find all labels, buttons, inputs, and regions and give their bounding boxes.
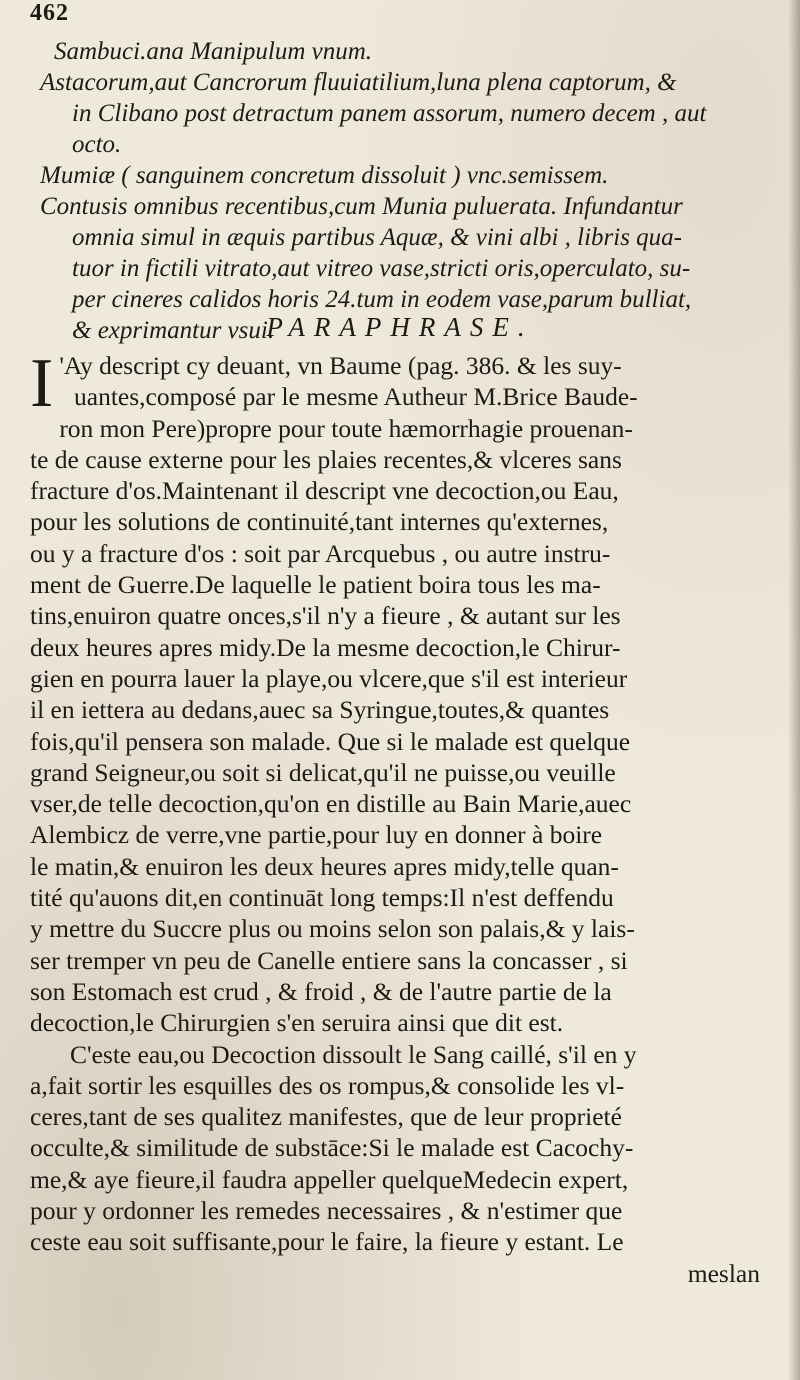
french-line: son Estomach est crud , & froid , & de l'autre partie de la [30,976,612,1006]
latin-line: tuor in fictili vitrato,aut vitreo vase,stricti oris,operculato, su- [72,255,691,282]
french-line: occulte,& similitude de substāce:Si le malade est Cacochy- [30,1133,634,1163]
latin-line: omnia simul in æquis partibus Aquæ, & vini albi , libris qua- [72,224,683,251]
latin-line: Astacorum,aut Cancrorum fluuiatilium,luna plena captorum, & [40,69,677,96]
french-line: ment de Guerre.De laquelle le patient boira tous les ma- [30,570,601,600]
french-line: grand Seigneur,ou soit si delicat,qu'il ne puisse,ou veuille [30,757,616,787]
french-line: le matin,& enuiron les deux heures apres midy,telle quan- [30,851,619,881]
french-line: me,& aye fieure,il faudra appeller quelqueMedecin expert, [30,1164,629,1194]
french-text-block [30,345,778,1289]
french-line: 'Ay descript cy deuant, vn Baume (pag. 386. & les suy- [59,351,622,380]
latin-line: Sambuci.ana Manipulum vnum. [54,38,373,65]
latin-line: & exprimantur vsui. [72,317,275,344]
french-line: tins,enuiron quatre onces,s'il n'y a fieure , & autant sur les [30,601,621,631]
french-line: gien en pourra lauer la playe,ou vlcere,que s'il est interieur [30,663,628,693]
french-line: ceres,tant de ses qualitez manifestes, que de leur proprieté [30,1102,622,1132]
latin-line: in Clibano post detractum panem assorum, numero decem , aut [72,100,707,127]
french-line: ron mon Pere)propre pour toute hæmorrhagie prouenan- [59,413,633,443]
french-line: ser tremper vn peu de Canelle entiere sans la concasser , si [30,945,628,975]
latin-line: per cineres calidos horis 24.tum in eodem vase,parum bulliat, [72,286,692,313]
latin-line: Mumiæ ( sanguinem concretum dissoluit ) vnc.semissem. [40,162,609,189]
latin-line: Contusis omnibus recentibus,cum Munia puluerata. Infundantur [40,193,683,220]
french-line: C'este eau,ou Decoction dissoult le Sang caillé, s'il en y [70,1039,637,1069]
french-line: vser,de telle decoction,qu'on en distille au Bain Marie,auec [30,789,632,819]
french-line: te de cause externe pour les plaies recentes,& vlceres sans [30,444,622,474]
french-line: fracture d'os.Maintenant il descript vne decoction,ou Eau, [30,476,619,506]
paraphrase-heading: PARAPHRASE. [266,312,534,342]
french-line: pour y ordonner les remedes necessaires , & n'estimer que [30,1196,623,1226]
french-line: il en iettera au dedans,auec sa Syringue,toutes,& quantes [30,695,610,725]
french-line: fois,qu'il pensera son malade. Que si le malade est quelque [30,726,631,756]
french-line: ou y a fracture d'os : soit par Arcquebus , ou autre instru- [30,538,611,568]
french-line: Alembicz de verre,vne partie,pour luy en donner à boire [30,820,603,850]
drop-cap: I [30,345,54,422]
latin-line: octo. [72,131,122,158]
french-line: pour les solutions de continuité,tant internes qu'externes, [30,507,609,537]
french-line: a,fait sortir les esquilles des os rompus,& consolide les vl- [30,1070,625,1100]
latin-recipe-block [40,36,775,346]
french-line: deux heures apres midy.De la mesme decoction,le Chirur- [30,632,621,662]
french-line: decoction,le Chirurgien s'en seruira ainsi que dit est. [30,1008,564,1038]
catchword: meslan [687,1258,760,1288]
page-number: 462 [30,0,69,26]
french-line: ceste eau soit suffisante,pour le faire, la fieure y estant. Le [30,1227,624,1257]
french-line: uantes,composé par le mesme Autheur M.Brice Baude- [74,382,638,412]
french-line: tité qu'auons dit,en continuāt long temps:Il n'est deffendu [30,883,614,913]
page-edge-shadow [788,0,800,1380]
french-line: y mettre du Succre plus ou moins selon son palais,& y lais- [30,914,635,944]
